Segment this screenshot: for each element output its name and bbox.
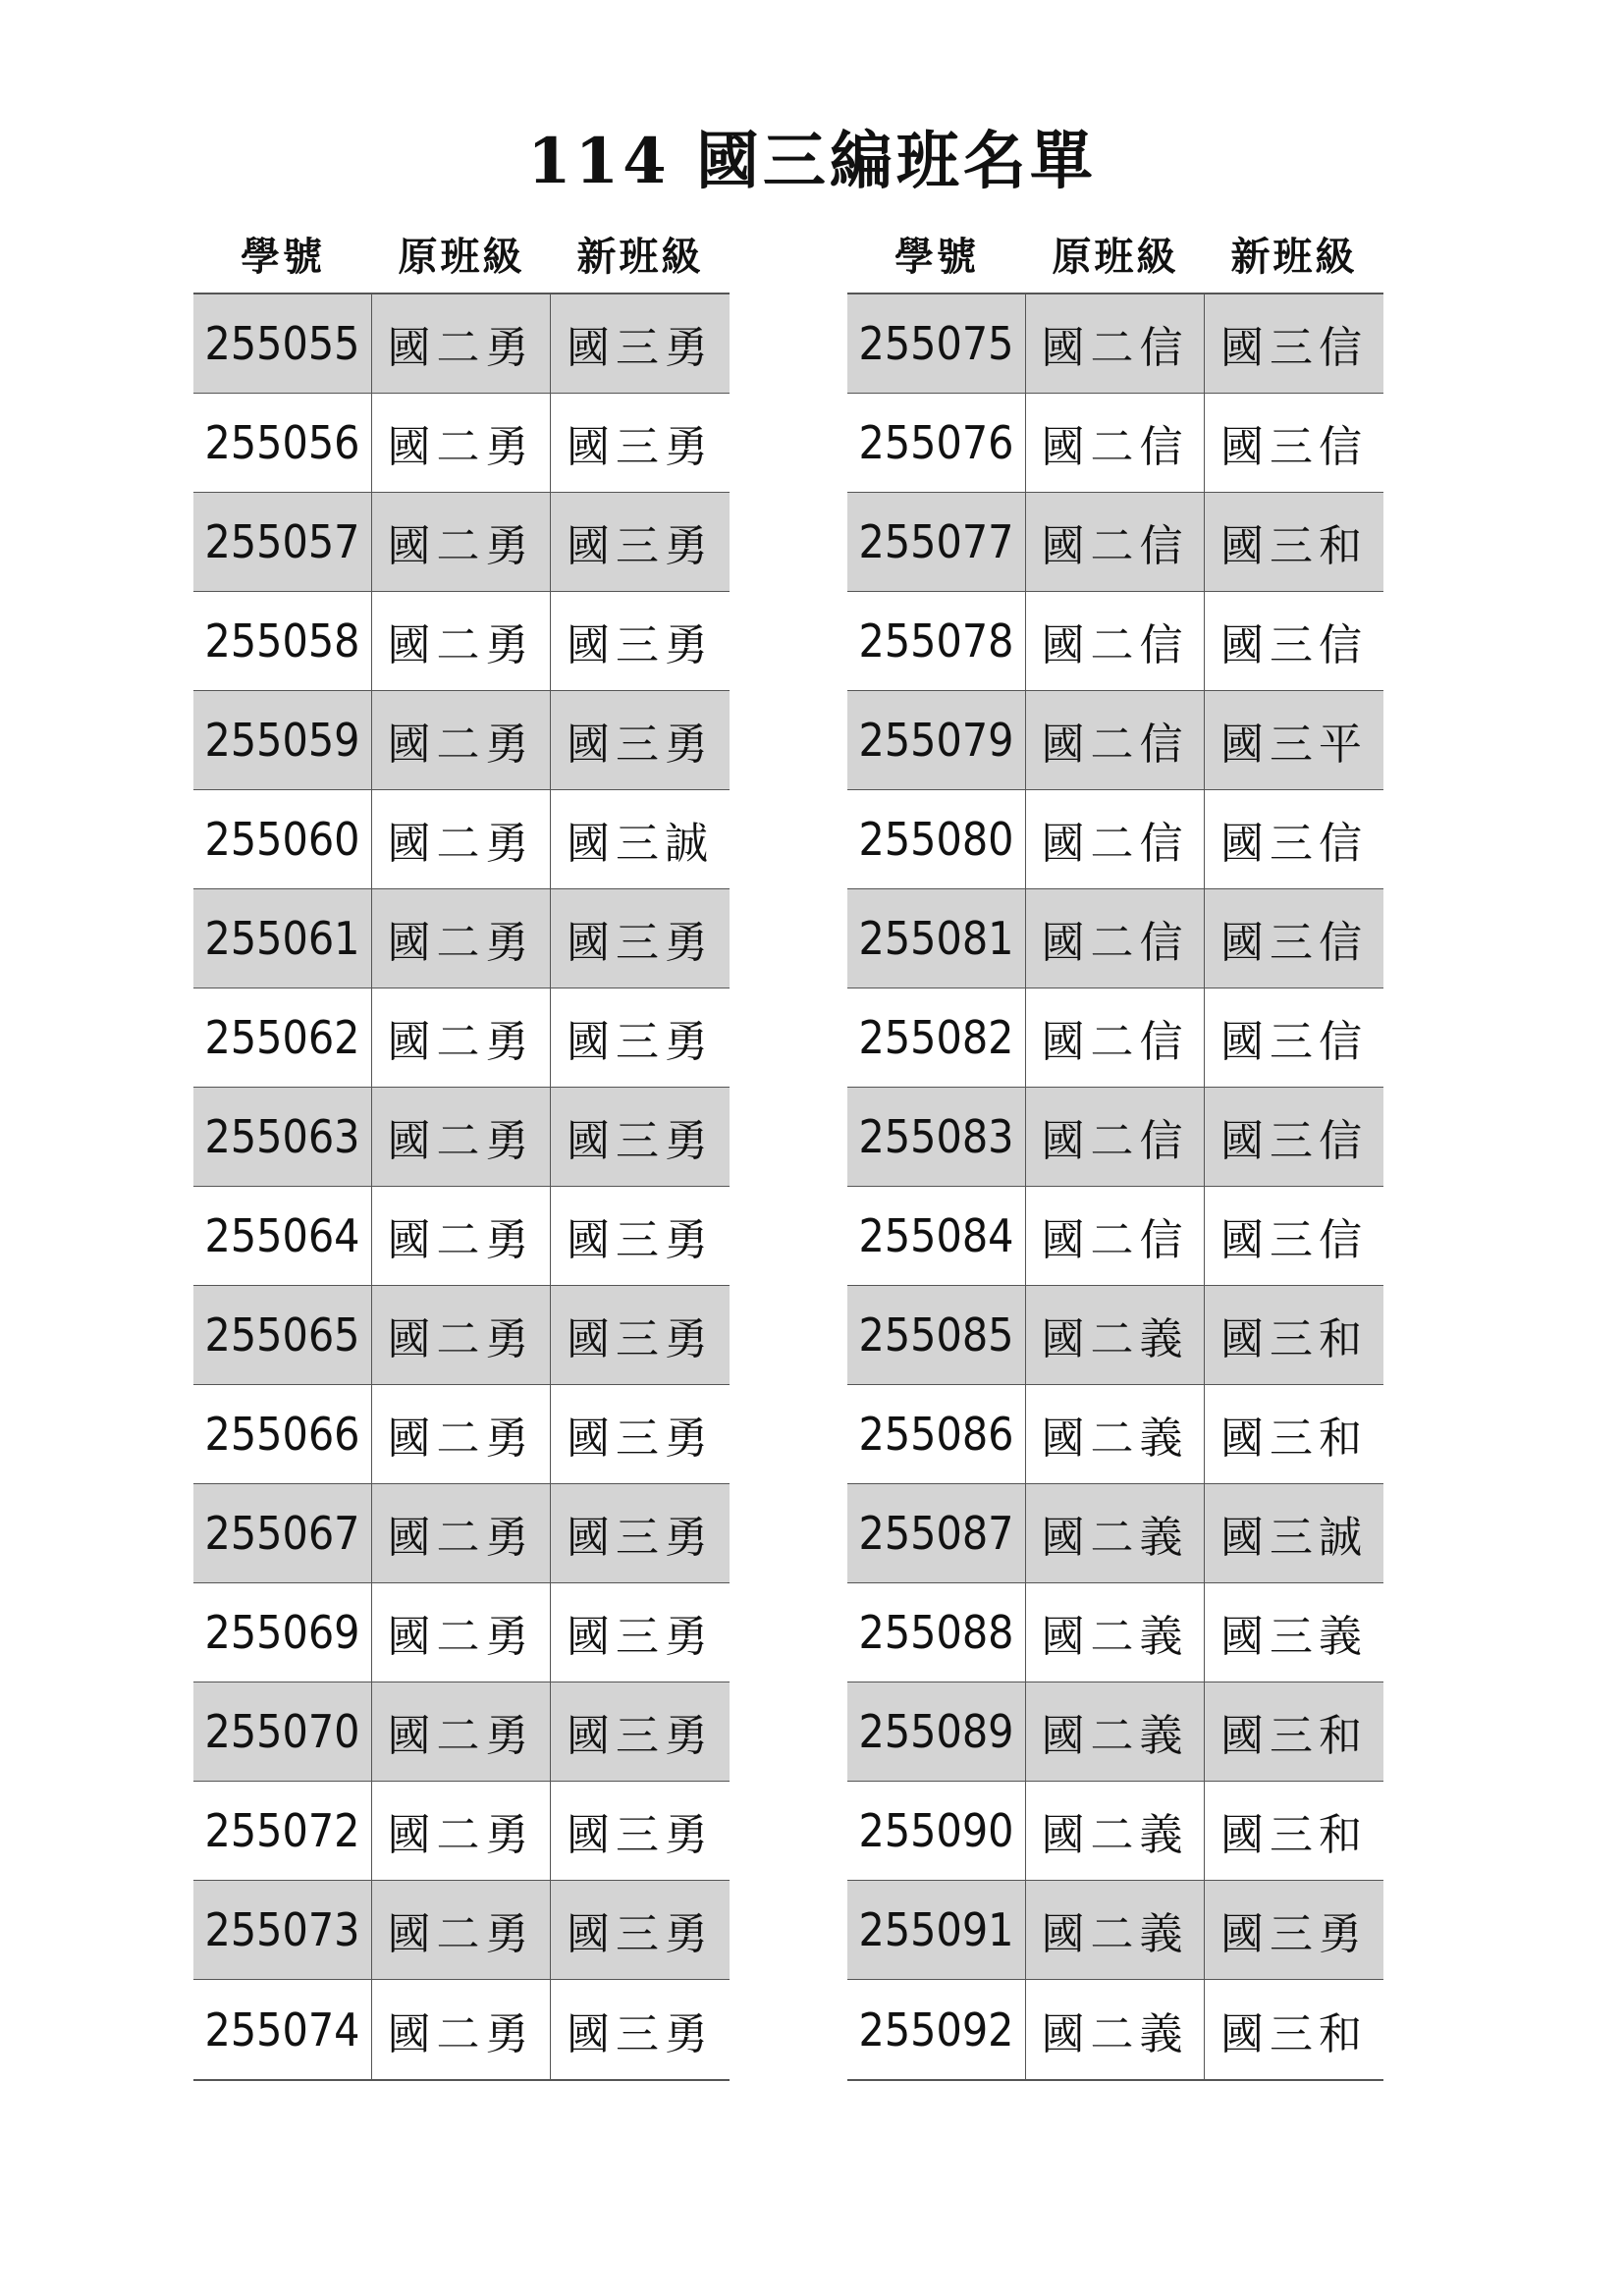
student-id-cell: 255083 [847, 1088, 1026, 1186]
student-id-cell: 255085 [847, 1286, 1026, 1384]
student-id-cell: 255092 [847, 1980, 1026, 2079]
table-row [193, 592, 730, 691]
original-class-cell: 國二勇 [372, 1286, 551, 1384]
page-title: 114 國三編班名單 [527, 125, 1097, 198]
new-class-cell: 國三勇 [567, 720, 714, 770]
original-class-cell: 國二信 [1026, 790, 1205, 888]
table-row [193, 1385, 730, 1484]
new-class-cell: 國三勇 [567, 1017, 714, 1067]
table-body [193, 293, 730, 2081]
table-row [193, 1187, 730, 1286]
new-class-cell: 國三勇 [567, 1116, 714, 1166]
student-id-cell: 255056 [193, 394, 372, 492]
new-class-cell: 國三信 [1220, 918, 1368, 968]
student-id-cell: 255072 [193, 1782, 372, 1880]
student-id-cell: 255087 [847, 1484, 1026, 1582]
new-class-cell: 國三勇 [567, 2008, 714, 2059]
table-row [847, 294, 1383, 394]
table-row [193, 1980, 730, 2079]
student-id-cell: 255055 [193, 294, 372, 393]
table-row [847, 394, 1383, 493]
table-row [847, 1187, 1383, 1286]
new-class-cell: 國三和 [1220, 1711, 1368, 1761]
student-id-cell: 255070 [193, 1682, 372, 1781]
new-class-cell: 國三誠 [567, 819, 714, 869]
original-class-cell: 國二義 [1026, 1583, 1205, 1682]
original-class-cell: 國二勇 [372, 691, 551, 789]
student-id-cell: 255086 [847, 1385, 1026, 1483]
original-class-cell: 國二義 [1026, 1782, 1205, 1880]
table-body [847, 293, 1383, 2081]
student-id-cell: 255063 [193, 1088, 372, 1186]
original-class-cell: 國二信 [1026, 394, 1205, 492]
header-student-id: 學號 [894, 233, 979, 280]
original-class-cell: 國二勇 [372, 1088, 551, 1186]
new-class-cell: 國三信 [1220, 1116, 1368, 1166]
original-class-cell: 國二信 [1026, 1187, 1205, 1285]
student-id-cell: 255062 [193, 988, 372, 1087]
original-class-cell: 國二信 [1026, 691, 1205, 789]
original-class-cell: 國二信 [1026, 1088, 1205, 1186]
table-row [193, 988, 730, 1088]
table-row [847, 493, 1383, 592]
new-class-cell: 國三平 [1220, 720, 1368, 770]
original-class-cell: 國二勇 [372, 1782, 551, 1880]
original-class-cell: 國二勇 [372, 1980, 551, 2079]
student-id-cell: 255065 [193, 1286, 372, 1384]
new-class-cell: 國三和 [1220, 1810, 1368, 1860]
table-row [193, 790, 730, 889]
table-row [193, 493, 730, 592]
new-class-cell: 國三和 [1220, 521, 1368, 571]
table-row [193, 889, 730, 988]
student-id-cell: 255091 [847, 1881, 1026, 1979]
original-class-cell: 國二勇 [372, 1583, 551, 1682]
new-class-cell: 國三信 [1220, 819, 1368, 869]
student-id-cell: 255057 [193, 493, 372, 591]
new-class-cell: 國三勇 [567, 1513, 714, 1563]
original-class-cell: 國二勇 [372, 294, 551, 393]
table-row [847, 1385, 1383, 1484]
table-header [847, 214, 1383, 293]
new-class-cell: 國三勇 [567, 1314, 714, 1364]
original-class-cell: 國二勇 [372, 1682, 551, 1781]
student-id-cell: 255073 [193, 1881, 372, 1979]
new-class-cell: 國三和 [1220, 2008, 1368, 2059]
student-id-cell: 255064 [193, 1187, 372, 1285]
original-class-cell: 國二義 [1026, 1881, 1205, 1979]
table-row [847, 889, 1383, 988]
table-row [847, 988, 1383, 1088]
original-class-cell: 國二義 [1026, 1980, 1205, 2079]
table-row [193, 394, 730, 493]
original-class-cell: 國二勇 [372, 1881, 551, 1979]
original-class-cell: 國二義 [1026, 1286, 1205, 1384]
new-class-cell: 國三勇 [567, 1711, 714, 1761]
new-class-cell: 國三勇 [567, 422, 714, 472]
original-class-cell: 國二信 [1026, 294, 1205, 393]
new-class-cell: 國三勇 [567, 323, 714, 373]
original-class-cell: 國二義 [1026, 1484, 1205, 1582]
new-class-cell: 國三勇 [567, 1909, 714, 1959]
student-id-cell: 255058 [193, 592, 372, 690]
new-class-cell: 國三和 [1220, 1414, 1368, 1464]
new-class-cell: 國三勇 [567, 918, 714, 968]
table-header [193, 214, 730, 293]
header-original-class: 原班級 [398, 233, 525, 280]
student-id-cell: 255088 [847, 1583, 1026, 1682]
original-class-cell: 國二義 [1026, 1682, 1205, 1781]
student-id-cell: 255076 [847, 394, 1026, 492]
table-row [193, 691, 730, 790]
student-id-cell: 255074 [193, 1980, 372, 2079]
header-new-class: 新班級 [576, 233, 704, 280]
original-class-cell: 國二勇 [372, 592, 551, 690]
student-id-cell: 255075 [847, 294, 1026, 393]
table-row [193, 294, 730, 394]
roster-table-left [193, 214, 730, 2081]
original-class-cell: 國二勇 [372, 394, 551, 492]
new-class-cell: 國三誠 [1220, 1513, 1368, 1563]
table-row [193, 1484, 730, 1583]
original-class-cell: 國二勇 [372, 1385, 551, 1483]
new-class-cell: 國三信 [1220, 620, 1368, 670]
student-id-cell: 255059 [193, 691, 372, 789]
original-class-cell: 國二勇 [372, 1187, 551, 1285]
student-id-cell: 255061 [193, 889, 372, 988]
new-class-cell: 國三和 [1220, 1314, 1368, 1364]
student-id-cell: 255060 [193, 790, 372, 888]
table-row [193, 1682, 730, 1782]
new-class-cell: 國三勇 [567, 1215, 714, 1265]
student-id-cell: 255081 [847, 889, 1026, 988]
student-id-cell: 255089 [847, 1682, 1026, 1781]
new-class-cell: 國三勇 [567, 620, 714, 670]
student-id-cell: 255084 [847, 1187, 1026, 1285]
new-class-cell: 國三信 [1220, 1017, 1368, 1067]
student-id-cell: 255079 [847, 691, 1026, 789]
table-row [847, 1484, 1383, 1583]
student-id-cell: 255082 [847, 988, 1026, 1087]
student-id-cell: 255067 [193, 1484, 372, 1582]
original-class-cell: 國二信 [1026, 592, 1205, 690]
student-id-cell: 255066 [193, 1385, 372, 1483]
table-row [847, 1682, 1383, 1782]
student-id-cell: 255069 [193, 1583, 372, 1682]
table-row [847, 1088, 1383, 1187]
table-row [847, 790, 1383, 889]
table-row [847, 1782, 1383, 1881]
original-class-cell: 國二信 [1026, 889, 1205, 988]
original-class-cell: 國二義 [1026, 1385, 1205, 1483]
new-class-cell: 國三信 [1220, 323, 1368, 373]
student-id-cell: 255090 [847, 1782, 1026, 1880]
table-row [193, 1088, 730, 1187]
original-class-cell: 國二勇 [372, 790, 551, 888]
student-id-cell: 255078 [847, 592, 1026, 690]
original-class-cell: 國二勇 [372, 988, 551, 1087]
original-class-cell: 國二信 [1026, 493, 1205, 591]
table-row [847, 1881, 1383, 1980]
table-row [193, 1881, 730, 1980]
table-row [847, 592, 1383, 691]
new-class-cell: 國三信 [1220, 422, 1368, 472]
table-row [847, 691, 1383, 790]
header-original-class: 原班級 [1052, 233, 1179, 280]
original-class-cell: 國二信 [1026, 988, 1205, 1087]
student-id-cell: 255077 [847, 493, 1026, 591]
student-id-cell: 255080 [847, 790, 1026, 888]
table-row [193, 1286, 730, 1385]
new-class-cell: 國三勇 [567, 1612, 714, 1662]
roster-table-right [847, 214, 1383, 2081]
new-class-cell: 國三勇 [567, 1810, 714, 1860]
new-class-cell: 國三義 [1220, 1612, 1368, 1662]
table-row [847, 1286, 1383, 1385]
table-row [193, 1583, 730, 1682]
table-row [847, 1583, 1383, 1682]
new-class-cell: 國三信 [1220, 1215, 1368, 1265]
original-class-cell: 國二勇 [372, 1484, 551, 1582]
header-student-id: 學號 [241, 233, 325, 280]
original-class-cell: 國二勇 [372, 493, 551, 591]
original-class-cell: 國二勇 [372, 889, 551, 988]
new-class-cell: 國三勇 [567, 521, 714, 571]
new-class-cell: 國三勇 [567, 1414, 714, 1464]
table-row [847, 1980, 1383, 2079]
table-row [193, 1782, 730, 1881]
header-new-class: 新班級 [1230, 233, 1358, 280]
new-class-cell: 國三勇 [1220, 1909, 1368, 1959]
